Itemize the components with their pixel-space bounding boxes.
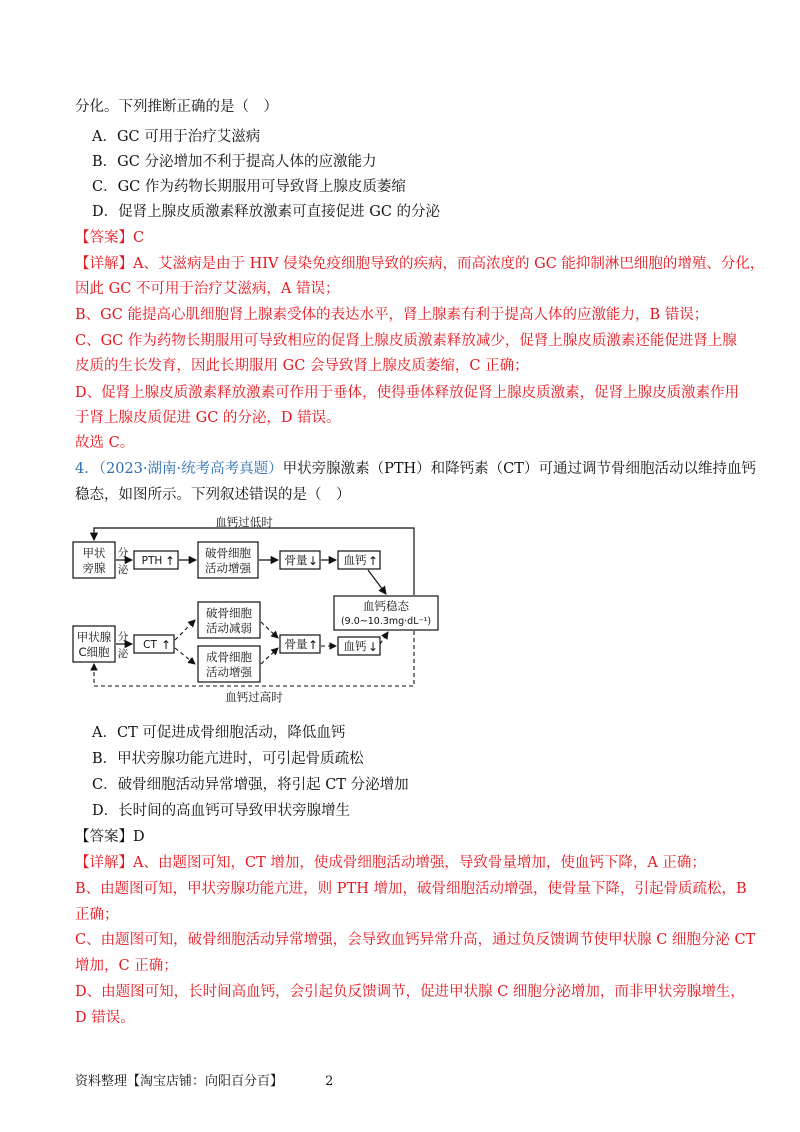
q4-answer: 【答案】D [75,829,145,845]
q3-explanation-line: 【详解】A、艾滋病是由于 HIV 侵染免疫细胞导致的疾病，而高浓度的 GC 能抑制淋巴细胞的增殖、分化， [75,256,765,272]
page-footer [75,1070,333,1089]
q4-explanation-line: C、由题图可知，破骨细胞活动异常增强，会导致血钙异常升高，通过负反馈调节使甲状腺 C 细胞分泌 CT [75,932,756,948]
calcium-regulation-diagram [68,514,440,704]
blood-calcium-label: 血钙 [343,553,367,567]
secrete-label: 泌 [117,648,129,660]
bone-mass-label: 骨量 [284,637,308,651]
down-arrow-icon: ↓ [367,640,379,654]
pth-label: PTH [141,555,163,567]
secrete-label: 分 [117,631,129,643]
q4-explanation-line: D、由题图可知，长时间高血钙，会引起负反馈调节，促进甲状腺 C 细胞分泌增加，而非甲状旁腺增生， [75,984,745,1000]
q4-option-d: D．长时间的高血钙可导致甲状旁腺增生 [92,803,351,819]
high-calcium-label: 血钙过高时 [225,690,283,704]
q3-explanation-line: 于肾上腺皮质促进 GC 的分泌，D 错误。 [75,410,341,426]
down-arrow-icon: ↓ [307,554,319,568]
up-arrow-icon: ↑ [160,638,172,652]
q4-stem-line-2: 稳态，如图所示。下列叙述错误的是（ ） [75,487,351,503]
secrete-label: 泌 [117,564,129,576]
osteoclast-up-label-1: 破骨细胞 [205,546,251,560]
page-number: 2 [325,1074,334,1089]
q4-explanation-line: B、由题图可知，甲状旁腺功能亢进，则 PTH 增加，破骨细胞活动增强，使骨量下降，引起骨质疏松，B [75,881,747,897]
secrete-label: 分 [117,547,129,559]
q3-stem-tail: 分化。下列推断正确的是（ ） [75,99,278,115]
q3-option-b: B．GC 分泌增加不利于提高人体的应激能力 [92,154,377,170]
osteoclast-up-label-2: 活动增强 [205,561,251,575]
up-arrow-icon: ↑ [164,554,176,568]
q4-option-c: C．破骨细胞活动异常增强，将引起 CT 分泌增加 [92,777,409,793]
q3-explanation-line: 皮质的生长发育，因此长期服用 GC 会导致肾上腺皮质萎缩，C 正确； [75,358,529,374]
osteoblast-up-label-1: 成骨细胞 [206,650,252,664]
q3-explanation-line: D、促肾上腺皮质激素释放激素可作用于垂体，使得垂体释放促肾上腺皮质激素，促肾上腺皮质激素作用 [75,385,740,401]
footer-source-text: 资料整理【淘宝店铺：向阳百分百】 [75,1074,284,1089]
q3-explanation-line: B、GC 能提高心肌细胞肾上腺素受体的表达水平，肾上腺素有利于提高人体的应激能力，B 错误； [75,307,709,323]
q3-explanation-line: C、GC 作为药物长期服用可导致相应的促肾上腺皮质激素释放减少，促肾上腺皮质激素还能促进肾上腺 [75,333,737,349]
q4-explanation-line: 增加，C 正确； [75,958,178,974]
thyroid-c-label-1: 甲状腺 [76,630,112,644]
q4-option-b: B．甲状旁腺功能亢进时，可引起骨质疏松 [92,751,364,767]
q3-conclusion: 故选 C。 [75,435,135,451]
q4-source: （2023·湖南·统考高考真题） [98,461,283,477]
q3-answer: 【答案】C [75,230,145,246]
ct-label: CT [143,639,157,651]
q4-option-a: A．CT 可促进成骨细胞活动，降低血钙 [92,725,346,741]
bone-mass-label: 骨量 [284,553,308,567]
q3-explanation-line: 因此 GC 不可用于治疗艾滋病，A 错误； [75,281,340,297]
low-calcium-label: 血钙过低时 [215,515,273,529]
q3-option-a: A．GC 可用于治疗艾滋病 [92,129,261,145]
q3-option-c: C．GC 作为药物长期服用可导致肾上腺皮质萎缩 [92,179,406,195]
homeostasis-label-2: (9.0~10.3mg·dL⁻¹) [340,616,432,627]
up-arrow-icon: ↑ [367,554,379,568]
q4-explanation-line: D 错误。 [75,1010,135,1026]
homeostasis-label-1: 血钙稳态 [363,599,409,613]
q4-stem-text: 甲状旁腺激素（PTH）和降钙素（CT）可通过调节骨细胞活动以维持血钙 [282,461,756,477]
parathyroid-label-1: 甲状 [82,546,106,560]
osteoblast-up-label-2: 活动增强 [206,665,252,679]
q4-stem-line [75,459,756,479]
up-arrow-icon: ↑ [307,638,319,652]
parathyroid-label-2: 旁腺 [82,561,106,575]
thyroid-c-label-2: C细胞 [78,645,110,659]
osteoclast-down-label-2: 活动减弱 [206,621,252,635]
q4-number: 4． [75,461,99,477]
blood-calcium-label: 血钙 [343,639,367,653]
q3-option-d: D．促肾上腺皮质激素释放激素可直接促进 GC 的分泌 [92,204,441,220]
q4-explanation-line: 正确； [75,907,119,923]
osteoclast-down-label-1: 破骨细胞 [206,606,252,620]
q4-explanation-line: 【详解】A、由题图可知，CT 增加，使成骨细胞活动增强，导致骨量增加，使血钙下降，A 正确； [75,855,706,871]
